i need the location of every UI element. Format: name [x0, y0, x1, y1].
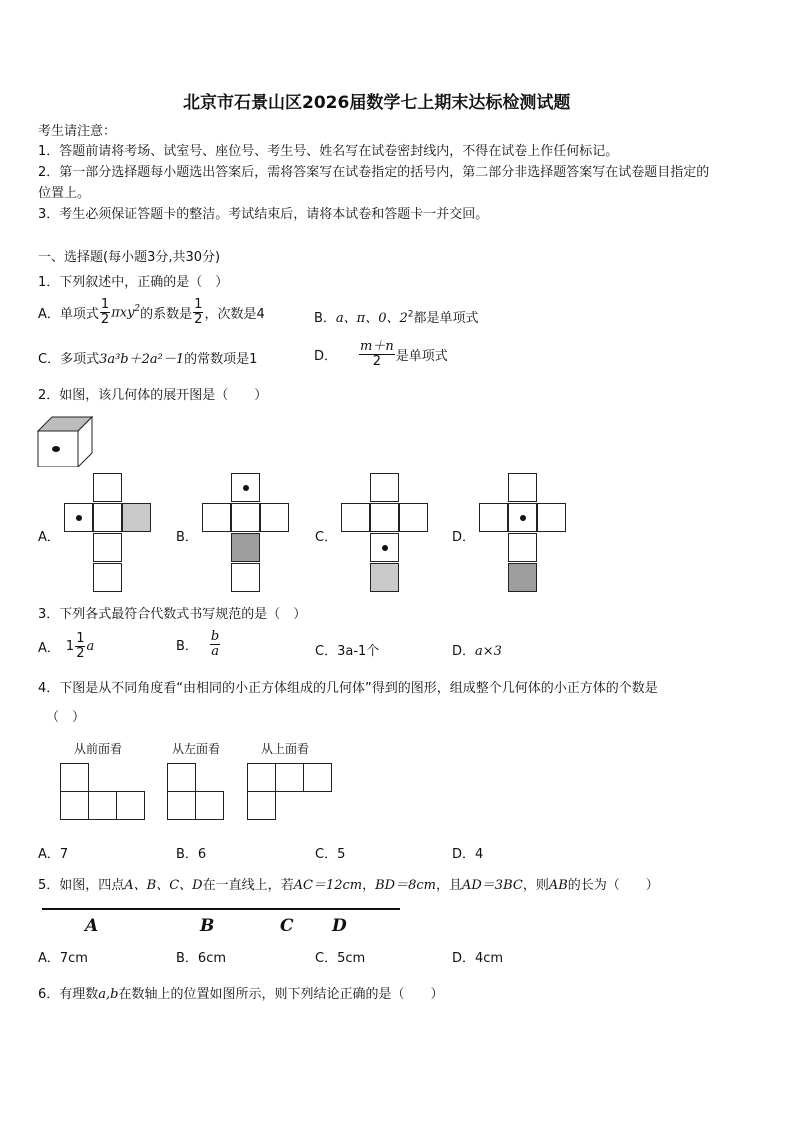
notice-item-2-cont: 位置上。: [38, 186, 91, 201]
q5-point-d: D: [332, 916, 347, 936]
q3-option-a: A． 1 $\frac{1}{2}$ a: [38, 631, 95, 661]
notice-heading: 考生请注意：: [38, 124, 117, 139]
q5-point-c: C: [280, 916, 294, 936]
q3-stem: 3．下列各式最符合代数式书写规范的是（ ）: [38, 607, 307, 622]
notice-item-3: 3．考生必须保证答题卡的整洁。考试结束后，请将本试卷和答题卡一并交回。: [38, 207, 489, 222]
q6-stem: 6．有理数a,b在数轴上的位置如图所示，则下列结论正确的是（ ）: [38, 987, 444, 1002]
q2-option-a-label: A．: [38, 530, 60, 545]
q4-stem: 4．下图是从不同角度看“由相同的小正方体组成的几何体”得到的图形，组成整个几何体的小正方体的个数是: [38, 681, 658, 696]
q1-option-d: D． $\frac{m+n}{2}$ 是单项式: [314, 339, 448, 369]
q2-option-d-label: D．: [452, 530, 476, 545]
q4-option-b: B．6: [176, 847, 207, 862]
page-title: 北京市石景山区2026届数学七上期末达标检测试题: [183, 93, 571, 113]
q3-option-d: D．a×3: [452, 644, 502, 659]
q1-option-a: A．单项式 $\frac{1}{2}$ πxy$^2$ 的系数是 $\frac{1}{2}$ ，次数是4: [38, 297, 265, 327]
q4-view-left-label: 从左面看: [172, 742, 221, 756]
q5-option-b: B．6cm: [176, 951, 227, 966]
q4-paren: （ ）: [46, 710, 86, 725]
q5-point-a: A: [85, 916, 99, 936]
notice-item-1: 1．答题前请将考场、试室号、座位号、考生号、姓名写在试卷密封线内，不得在试卷上作任何标记。: [38, 144, 619, 159]
notice-item-2: 2．第一部分选择题每小题选出答案后，需将答案写在试卷指定的括号内，第二部分非选择题答案写在试卷题目指定的: [38, 165, 710, 180]
q5-option-d: D．4cm: [452, 951, 504, 966]
q4-view-top-label: 从上面看: [261, 742, 310, 756]
q1-option-b: B．a、π、0、$2^2$都是单项式: [314, 309, 479, 326]
q5-option-a: A．7cm: [38, 951, 88, 966]
q5-point-b: B: [200, 916, 215, 936]
q2-option-b-label: B．: [176, 530, 198, 545]
q4-view-front-label: 从前面看: [74, 742, 123, 756]
q3-option-c: C．3a-1个: [315, 644, 380, 659]
q3-option-b: B． $\frac{b}{a}$: [176, 629, 220, 659]
q2-stem: 2．如图，该几何体的展开图是（ ）: [38, 388, 268, 403]
q1-option-c: C．多项式3a³b＋2a²－1的常数项是1: [38, 352, 258, 367]
cube-dot: [52, 446, 60, 452]
q1-stem: 1．下列叙述中，正确的是（ ）: [38, 275, 229, 290]
cube-figure: [34, 411, 96, 467]
q2-option-c-label: C．: [315, 530, 338, 545]
q4-option-a: A．7: [38, 847, 69, 862]
section-heading: 一、选择题(每小题3分,共30分): [38, 250, 221, 265]
q5-stem: 5．如图，四点A、B、C、D在一直线上，若AC＝12cm，BD＝8cm，且AD＝3BC，则AB的长为（ ）: [38, 878, 659, 893]
q4-option-d: D．4: [452, 847, 484, 862]
q4-option-c: C．5: [315, 847, 346, 862]
q5-option-c: C．5cm: [315, 951, 366, 966]
